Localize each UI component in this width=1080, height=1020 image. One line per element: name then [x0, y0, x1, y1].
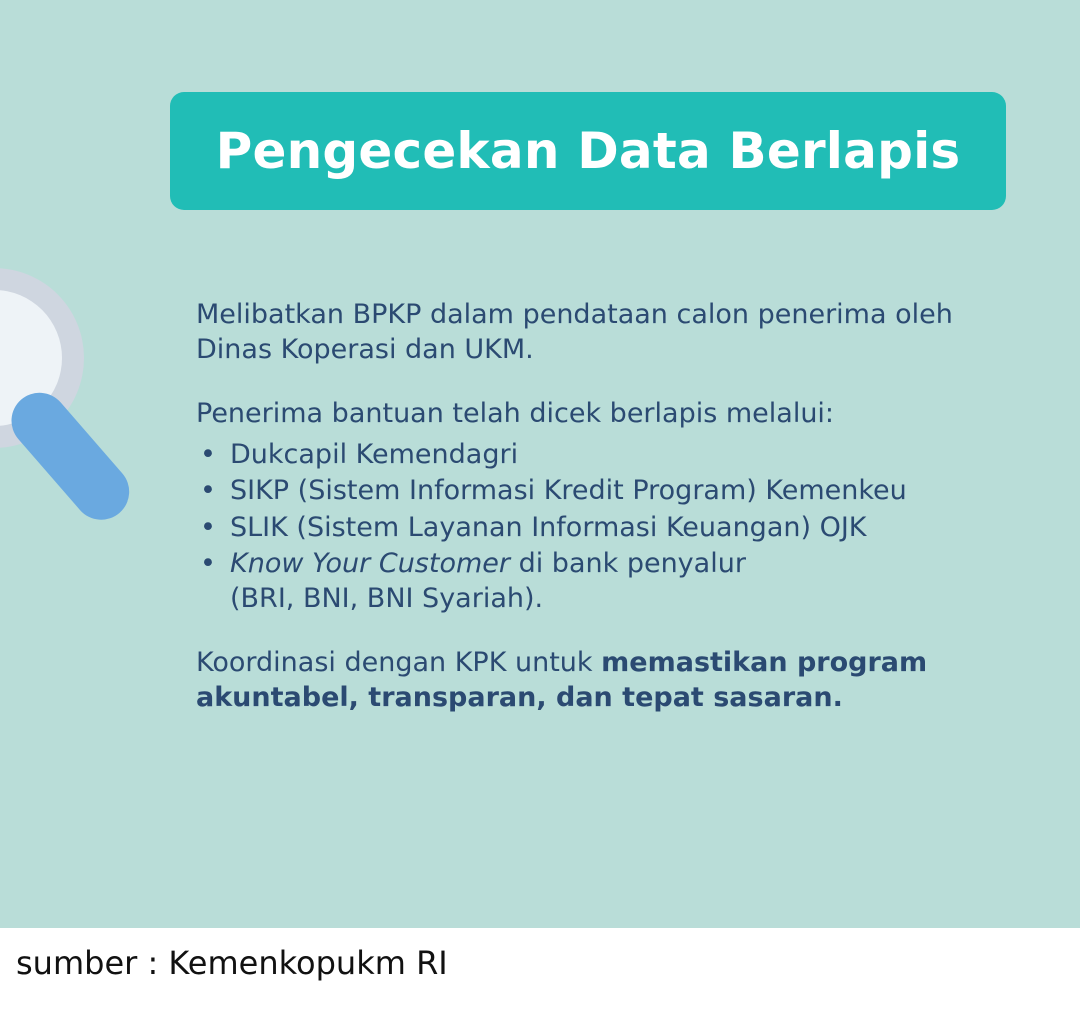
source-caption: sumber : Kemenkopukm RI	[16, 944, 448, 982]
bullet-marker: •	[200, 475, 216, 507]
list-item-label-emphasis: Know Your Customer	[230, 548, 510, 580]
paragraph-coordination-bold: memastikan program akuntabel, transparan, dan tepat sasaran.	[196, 647, 928, 713]
list-item-label: SLIK (Sistem Layanan Informasi Keuangan) OJK	[230, 511, 867, 543]
magnifier-icon	[0, 268, 154, 598]
verification-list	[196, 438, 996, 617]
bullet-marker: •	[200, 438, 216, 470]
list-item	[196, 474, 996, 509]
list-item	[196, 438, 996, 473]
bullet-marker: •	[200, 548, 216, 580]
list-item	[196, 547, 996, 616]
list-item-label: Dukcapil Kemendagri	[230, 438, 519, 470]
paragraph-coordination	[196, 646, 996, 715]
bullet-marker: •	[200, 511, 216, 543]
body-content	[196, 298, 996, 745]
list-item-label: di bank penyalur	[510, 548, 746, 580]
list-item-label: SIKP (Sistem Informasi Kredit Program) Kemenkeu	[230, 475, 907, 507]
title-banner	[170, 92, 1006, 210]
paragraph-coordination-normal: Koordinasi dengan KPK untuk	[196, 647, 602, 679]
paragraph-list-intro: Penerima bantuan telah dicek berlapis melalui:	[196, 398, 835, 430]
page-title: Pengecekan Data Berlapis	[215, 121, 961, 180]
paragraph-intro: Melibatkan BPKP dalam pendataan calon penerima oleh Dinas Koperasi dan UKM.	[196, 299, 953, 365]
list-item-sublabel: (BRI, BNI, BNI Syariah).	[230, 582, 544, 614]
list-item	[196, 511, 996, 546]
